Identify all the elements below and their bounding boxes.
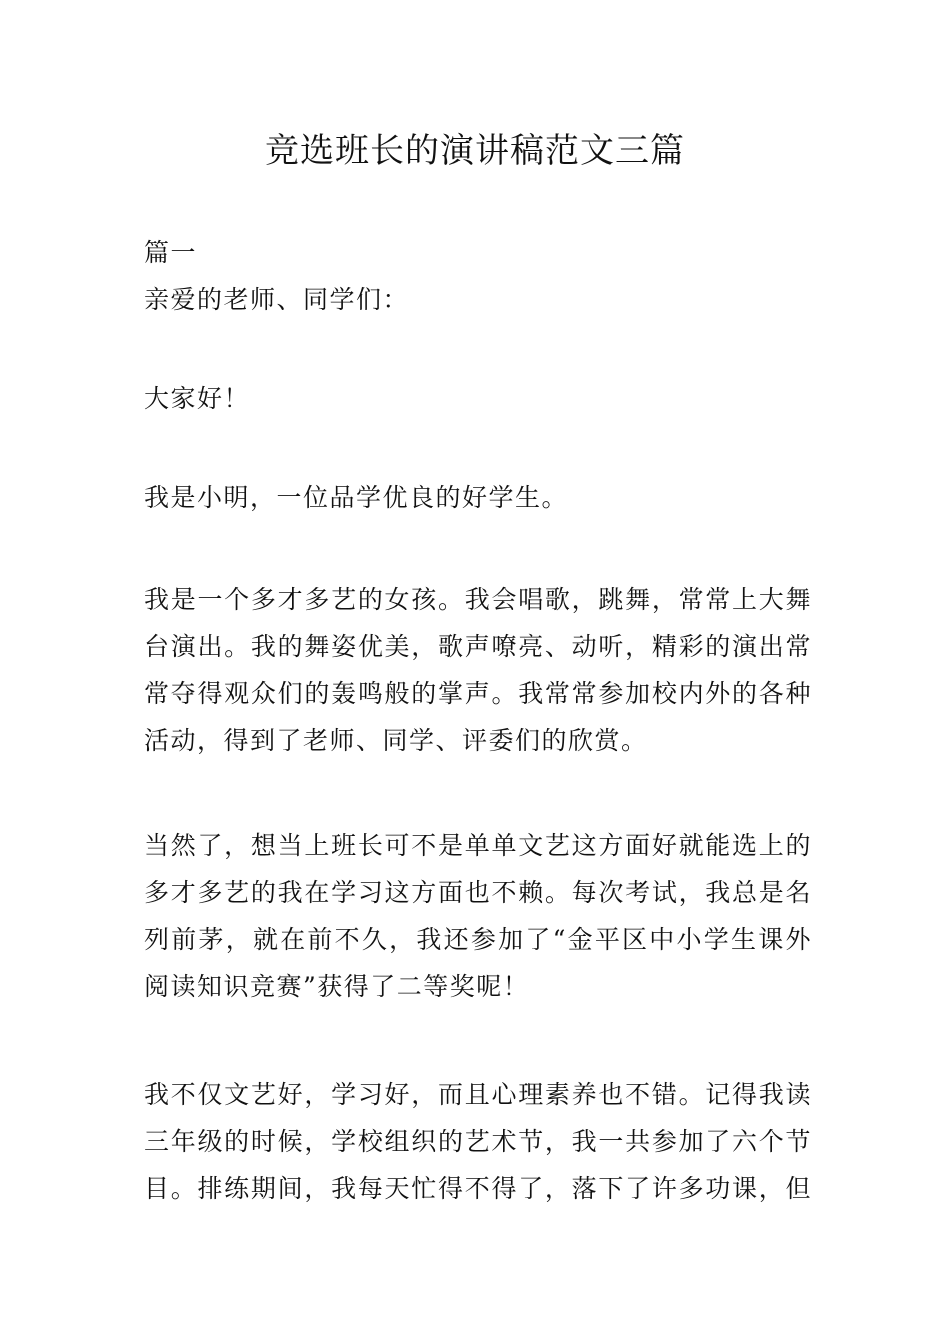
paragraph-line: 当然了，想当上班长可不是单单文艺这方面好就能选上的	[144, 831, 812, 860]
paragraph-line: 多才多艺的我在学习这方面也不赖。每次考试，我总是名	[144, 878, 812, 907]
paragraph-3	[144, 822, 812, 1010]
paragraph-line: 我不仅文艺好，学习好，而且心理素养也不错。记得我读	[144, 1080, 812, 1109]
paragraph-line: 活动，得到了老师、同学、评委们的欣赏。	[144, 726, 648, 755]
greeting-block	[144, 375, 812, 422]
paragraph-line: 常夺得观众们的轰鸣般的掌声。我常常参加校内外的各种	[144, 679, 812, 708]
salutation: 亲爱的老师、同学们：	[144, 285, 410, 314]
section-label: 篇一	[144, 238, 198, 267]
paragraph-line: 阅读知识竞赛”获得了二等奖呢！	[144, 972, 530, 1001]
paragraph-line: 目。排练期间，我每天忙得不得了，落下了许多功课，但	[144, 1174, 812, 1203]
greeting: 大家好！	[144, 384, 251, 413]
paragraph-1	[144, 474, 812, 521]
paragraph-2	[144, 576, 812, 764]
paragraph-line: 我是小明，一位品学优良的好学生。	[144, 483, 569, 512]
paragraph-line: 列前茅，就在前不久，我还参加了“金平区中小学生课外	[144, 925, 812, 954]
document-title: 竞选班长的演讲稿范文三篇	[265, 131, 685, 171]
paragraph-line: 三年级的时候，学校组织的艺术节，我一共参加了六个节	[144, 1127, 812, 1156]
paragraph-4	[144, 1071, 812, 1212]
paragraph-line: 我是一个多才多艺的女孩。我会唱歌，跳舞，常常上大舞	[144, 585, 812, 614]
salutation-block	[144, 276, 812, 323]
section-label-block	[144, 229, 812, 276]
paragraph-line: 台演出。我的舞姿优美，歌声嘹亮、动听，精彩的演出常	[144, 632, 812, 661]
